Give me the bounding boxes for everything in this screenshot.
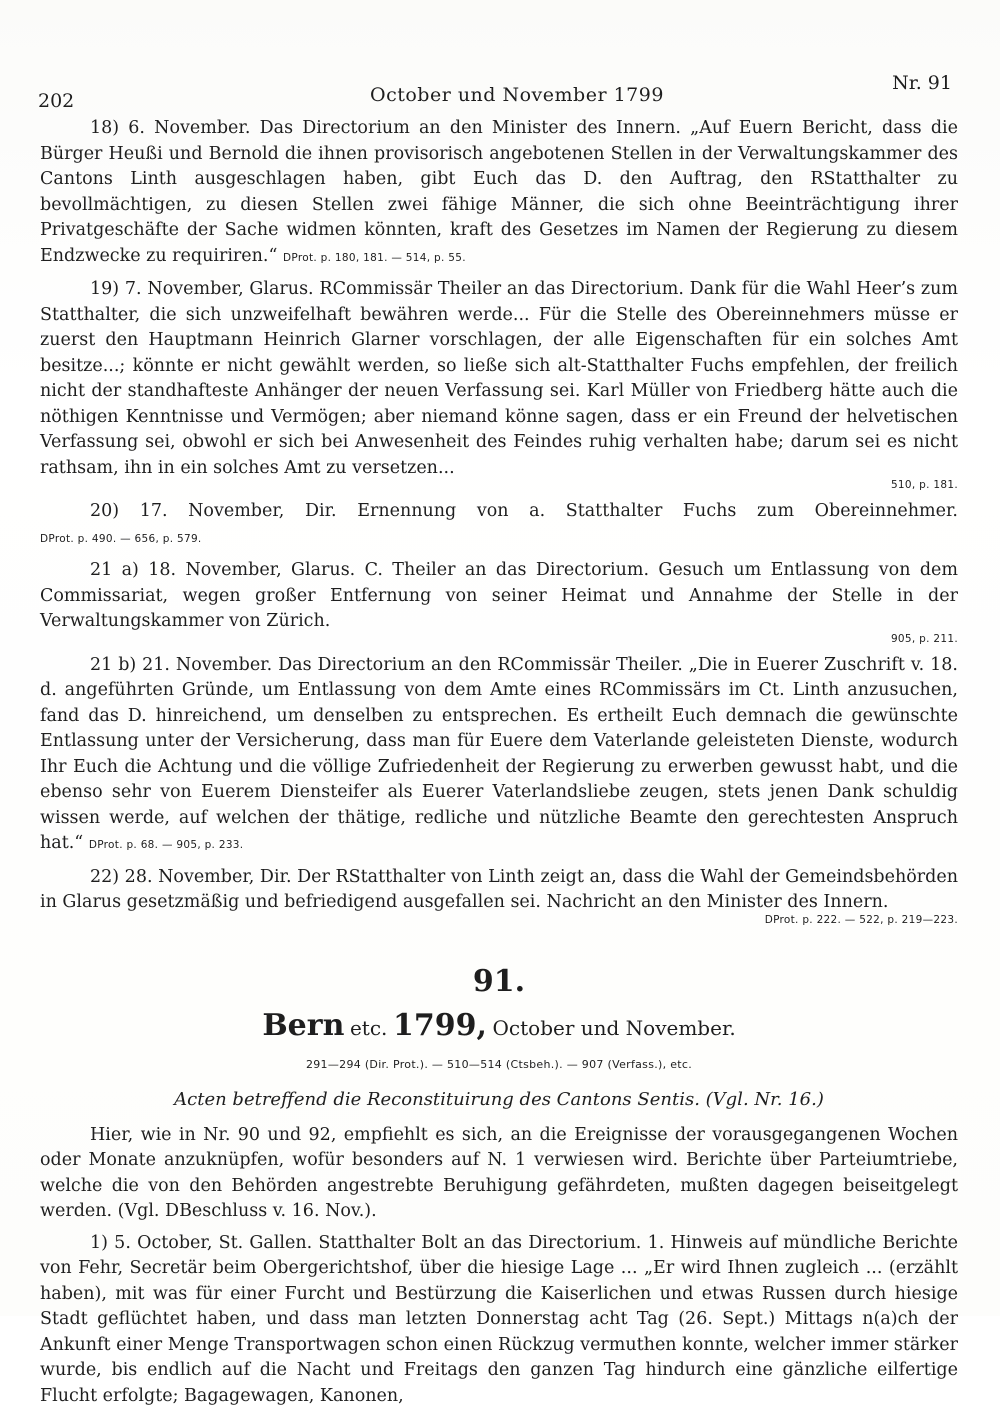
entry-21b bbox=[40, 653, 958, 859]
entry-18 bbox=[40, 116, 958, 271]
entry-text: 21 a) 18. November, Glarus. C. Theiler an das Directorium. Gesuch um Entlassung von dem Commissariat, wegen großer Entfernung von seiner Heimat und Annahme der Stelle in der Verwaltungskammer von Zürich. bbox=[40, 560, 958, 631]
entry-19 bbox=[40, 277, 958, 493]
section-etc: etc. bbox=[350, 1016, 387, 1040]
running-title: October und November 1799 bbox=[370, 84, 664, 106]
entry-text: 20) 17. November, Dir. Ernennung von a. Statthalter Fuchs zum Obereinnehmer. bbox=[90, 501, 958, 521]
entry-text: 19) 7. November, Glarus. RCommissär Theiler an das Directorium. Dank für die Wahl Heer’s zum Statthalter, die sich unzweifelhaft bewähren werde... Für die Stelle des Obereinnehmers müsse er zuerst den Hauptmann Heinrich Glarner vorschlagen, der alle Eigenschaften für ein solches Amt besitze...; könnte er nicht gewählt werden, so ließe sich alt-Statthalter Fuchs empfehlen, der freilich nicht der standhafteste Anhänger der neuen Verfassung sei. Karl Müller von Friedberg hätte auch die nöthigen Kenntnisse und Vermögen; aber niemand könne sagen, dass er ein Freund der helvetischen Verfassung sei, obwohl er sich bei Anwesenheit des Feindes ruhig verhalten habe; darum sei es nicht rathsam, ihn in ein solches Amt zu versetzen... bbox=[40, 279, 958, 478]
page-number: 202 bbox=[38, 90, 74, 112]
document-number: Nr. 91 bbox=[892, 72, 952, 94]
archive-reference: DProt. p. 180, 181. — 514, p. 55. bbox=[283, 252, 466, 264]
archive-reference: 510, p. 181. bbox=[40, 477, 958, 493]
section-references: 291—294 (Dir. Prot.). — 510—514 (Ctsbeh.). — 907 (Verfass.), etc. bbox=[40, 1052, 958, 1078]
archive-reference: DProt. p. 490. — 656, p. 579. bbox=[40, 533, 202, 545]
entry-20 bbox=[40, 499, 958, 552]
page-header bbox=[38, 80, 952, 120]
page-body bbox=[40, 116, 958, 1409]
archive-reference: DProt. p. 68. — 905, p. 233. bbox=[89, 839, 244, 851]
section-heading bbox=[40, 962, 958, 1113]
archive-reference: 905, p. 211. bbox=[40, 631, 958, 647]
section-intro: Hier, wie in Nr. 90 und 92, empfiehlt es sich, an die Ereignisse der vorausgegangenen Wochen oder Monate anzuknüpfen, wofür besonders auf N. 1 verwiesen wird. Berichte über Parteiumtriebe, welche die von den Behörden angestrebte Beruhigung gefährdeten, mußten dagegen beiseitgelegt werden. (Vgl. DBeschluss v. 16. Nov.). bbox=[40, 1123, 958, 1225]
section-year: 1799, bbox=[393, 1008, 487, 1043]
entry-22 bbox=[40, 865, 958, 928]
entry-21a bbox=[40, 558, 958, 647]
section-subtitle: Acten betreffend die Reconstituirung des Cantons Sentis. (Vgl. Nr. 16.) bbox=[40, 1087, 958, 1113]
archive-reference: DProt. p. 222. — 522, p. 219—223. bbox=[40, 912, 958, 928]
entry-text: 18) 6. November. Das Directorium an den Minister des Innern. „Auf Euern Bericht, dass die Bürger Heußi und Bernold die ihnen provisorisch angebotenen Stellen in der Verwaltungskammer des Cantons Linth ausgeschlagen haben, gibt Euch das D. den Auftrag, den RStatthalter zu bevollmächtigen, zu diesen Stellen zwei fähige Männer, die sich ohne Beeinträchtigung ihrer Privatgeschäfte der Sache widmen könnten, kraft des Gesetzes im Namen der Regierung zu diesem Endzwecke zu requiriren.“ bbox=[40, 118, 958, 266]
section-place: Bern bbox=[262, 1008, 344, 1043]
section-months: October und November. bbox=[493, 1016, 736, 1040]
entry-text: 22) 28. November, Dir. Der RStatthalter von Linth zeigt an, dass die Wahl der Gemeindsbehörden in Glarus gesetzmäßig und befriedigend ausgefallen sei. Nachricht an den Minister des Innern. bbox=[40, 867, 958, 913]
section-number: 91. bbox=[40, 962, 958, 1002]
section-entry-1: 1) 5. October, St. Gallen. Statthalter Bolt an das Directorium. 1. Hinweis auf mündliche Berichte von Fehr, Secretär beim Obergerichtshof, über die hiesige Lage ... „Er wird Ihnen zugleich ... (erzählt haben), mit was für einer Furcht und Bestürzung die Kaiserlichen und etwas Russen durch hiesige Stadt geflüchtet haben, und dass man letzten Donnerstag acht Tag (26. Sept.) Mittags n(a)ch der Ankunft einer Menge Transportwagen schon einen Rückzug vermuthen konnte, welcher immer stärker wurde, bis endlich auf die Nacht und Freitags den ganzen Tag hindurch eine gänzliche eilfertige Flucht erfolgte; Bagagewagen, Kanonen, bbox=[40, 1231, 958, 1409]
section-title bbox=[40, 1006, 958, 1050]
entry-text: 21 b) 21. November. Das Directorium an den RCommissär Theiler. „Die in Euerer Zuschrift v. 18. d. angeführten Gründe, um Entlassung von dem Amte eines RCommissärs im Ct. Linth anzusuchen, fand das D. hinreichend, um denselben zu entsprechen. Es ertheilt Euch demnach die gewünschte Entlassung unter der Versicherung, dass man für Euere dem Vaterlande geleisteten Dienste, wodurch Ihr Euch die Achtung und die völlige Zufriedenheit der Regierung zu erwerben gewusst habt, und die ebenso sehr von Euerem Diensteifer als Euerer Vaterlandsliebe zeugen, stets jenen Dank schuldig wissen werde, auf welchen der thätige, redliche und nützliche Beamte den gerechtesten Anspruch hat.“ bbox=[40, 655, 958, 854]
